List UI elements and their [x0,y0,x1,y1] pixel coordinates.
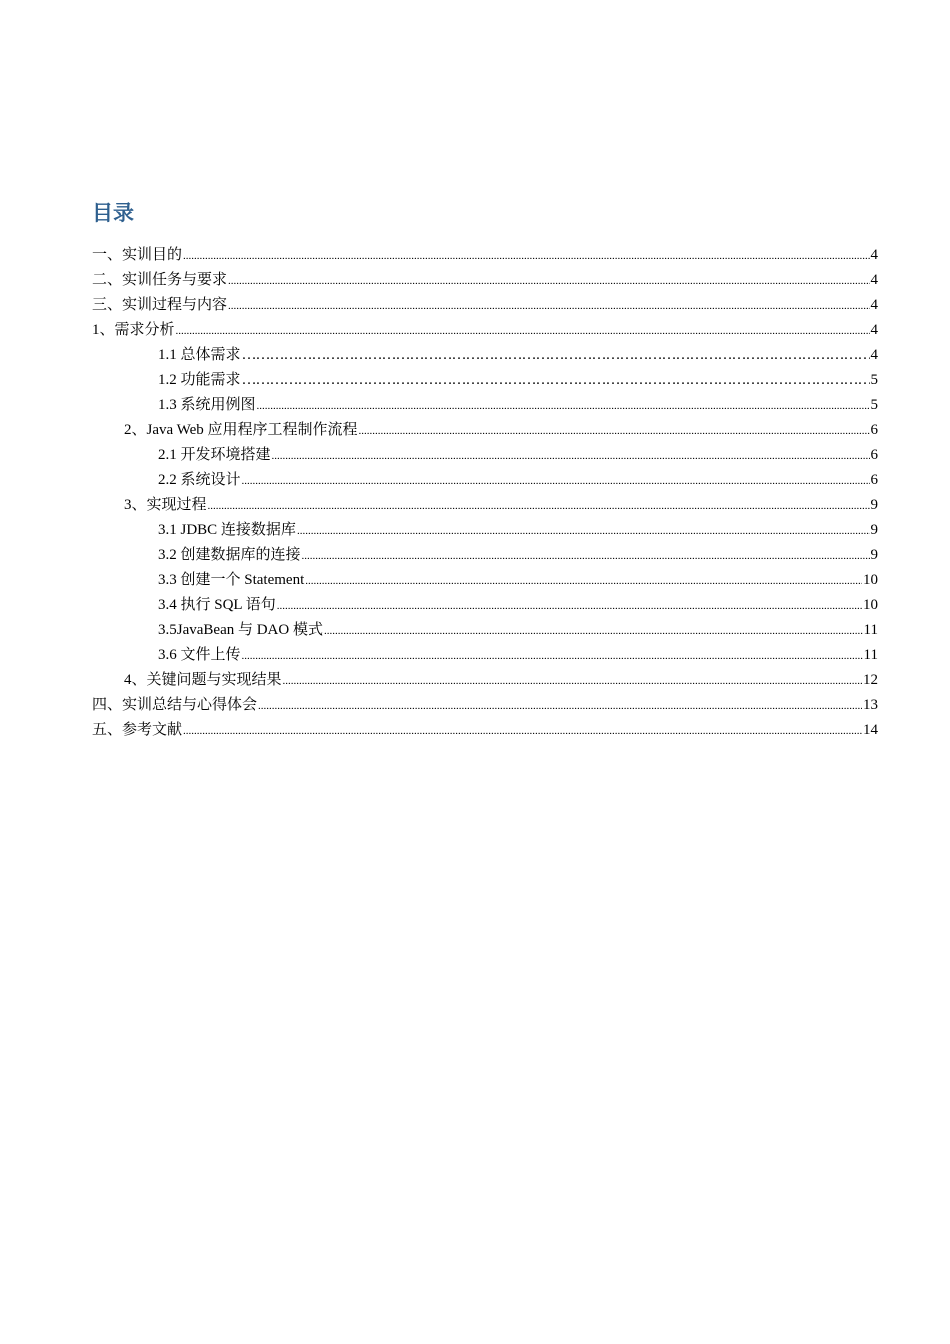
toc-entry[interactable] [92,643,878,668]
toc-entry-label: 2.2 系统设计 [158,472,241,488]
toc-dot-leader [258,694,862,719]
toc-entry[interactable] [92,668,878,693]
toc-entry-page-number: 4 [870,297,878,313]
toc-entry[interactable] [92,718,878,743]
toc-entry[interactable] [92,418,878,443]
toc-entry-page-number: 10 [863,597,878,613]
toc-entry-label: 五、参考文献 [92,722,183,738]
toc-entry-page-number: 4 [870,322,878,338]
toc-entry-page-number: 5 [870,397,878,413]
toc-dot-leader [297,519,870,544]
toc-dot-leader [302,544,870,569]
toc-entry-label: 3.6 文件上传 [158,647,241,663]
toc-dot-leader [208,494,870,519]
toc-entry-label: 3.2 创建数据库的连接 [158,547,301,563]
toc-entry[interactable] [92,468,878,493]
toc-entry[interactable] [92,393,878,418]
toc-entry-label: 1、需求分析 [92,322,175,338]
toc-entry[interactable] [92,618,878,643]
toc-entry-page-number: 4 [870,347,878,363]
toc-dot-leader [242,644,863,669]
toc-entry[interactable] [92,368,878,393]
toc-entry-label: 四、实训总结与心得体会 [92,697,258,713]
toc-entry-page-number: 5 [870,372,878,388]
toc-dot-leader [305,569,862,594]
toc-entry-page-number: 9 [870,497,878,513]
toc-entry-page-number: 10 [863,572,878,588]
toc-entry-label: 3、实现过程 [124,497,207,513]
toc-entry[interactable] [92,568,878,593]
toc-entry-label: 3.3 创建一个 Statement [158,572,305,588]
toc-entry[interactable] [92,493,878,518]
toc-entry-page-number: 6 [870,472,878,488]
toc-entry[interactable] [92,268,878,293]
toc-entry[interactable] [92,318,878,343]
toc-entry-label: 3.4 执行 SQL 语句 [158,597,276,613]
toc-entry[interactable] [92,593,878,618]
toc-entry-page-number: 4 [870,247,878,263]
toc-title: 目录 [92,201,134,225]
toc-entry-page-number: 13 [863,697,878,713]
toc-entry-page-number: 11 [863,647,878,663]
toc-dot-leader [257,394,870,419]
toc-entry[interactable] [92,293,878,318]
toc-entry-label: 1.3 系统用例图 [158,397,256,413]
toc-dot-leader [228,269,869,294]
toc-entry-label: 三、实训过程与内容 [92,297,228,313]
toc-entry-label: 1.2 功能需求 [158,372,241,388]
toc-dot-leader [242,368,870,393]
toc-entry[interactable] [92,518,878,543]
toc-entry-label: 3.1 JDBC 连接数据库 [158,522,296,538]
toc-entry-label: 二、实训任务与要求 [92,272,228,288]
toc-entry-page-number: 12 [863,672,878,688]
toc-entry-page-number: 6 [870,447,878,463]
toc-entry[interactable] [92,343,878,368]
toc-dot-leader [176,319,870,344]
toc-dot-leader [242,469,870,494]
toc-entry-page-number: 6 [870,422,878,438]
toc-dot-leader [242,343,870,368]
toc-entry[interactable] [92,443,878,468]
toc-entry-label: 3.5JavaBean 与 DAO 模式 [158,622,323,638]
toc-dot-leader [283,669,862,694]
toc-dot-leader [228,294,869,319]
toc-dot-leader [272,444,870,469]
toc-entry-label: 一、实训目的 [92,247,183,263]
toc-entry-label: 1.1 总体需求 [158,347,241,363]
toc-entry-label: 2.1 开发环境搭建 [158,447,271,463]
toc-entry-page-number: 14 [863,722,878,738]
table-of-contents [92,243,878,743]
toc-dot-leader [324,619,863,644]
toc-dot-leader [359,419,870,444]
toc-entry-page-number: 11 [863,622,878,638]
toc-entry[interactable] [92,243,878,268]
toc-dot-leader [277,594,862,619]
toc-entry-label: 2、Java Web 应用程序工程制作流程 [124,422,358,438]
toc-entry[interactable] [92,693,878,718]
toc-entry-page-number: 9 [870,522,878,538]
toc-entry-page-number: 9 [870,547,878,563]
toc-dot-leader [183,719,862,744]
toc-entry[interactable] [92,543,878,568]
toc-entry-page-number: 4 [870,272,878,288]
toc-entry-label: 4、关键问题与实现结果 [124,672,282,688]
toc-dot-leader [183,244,869,269]
